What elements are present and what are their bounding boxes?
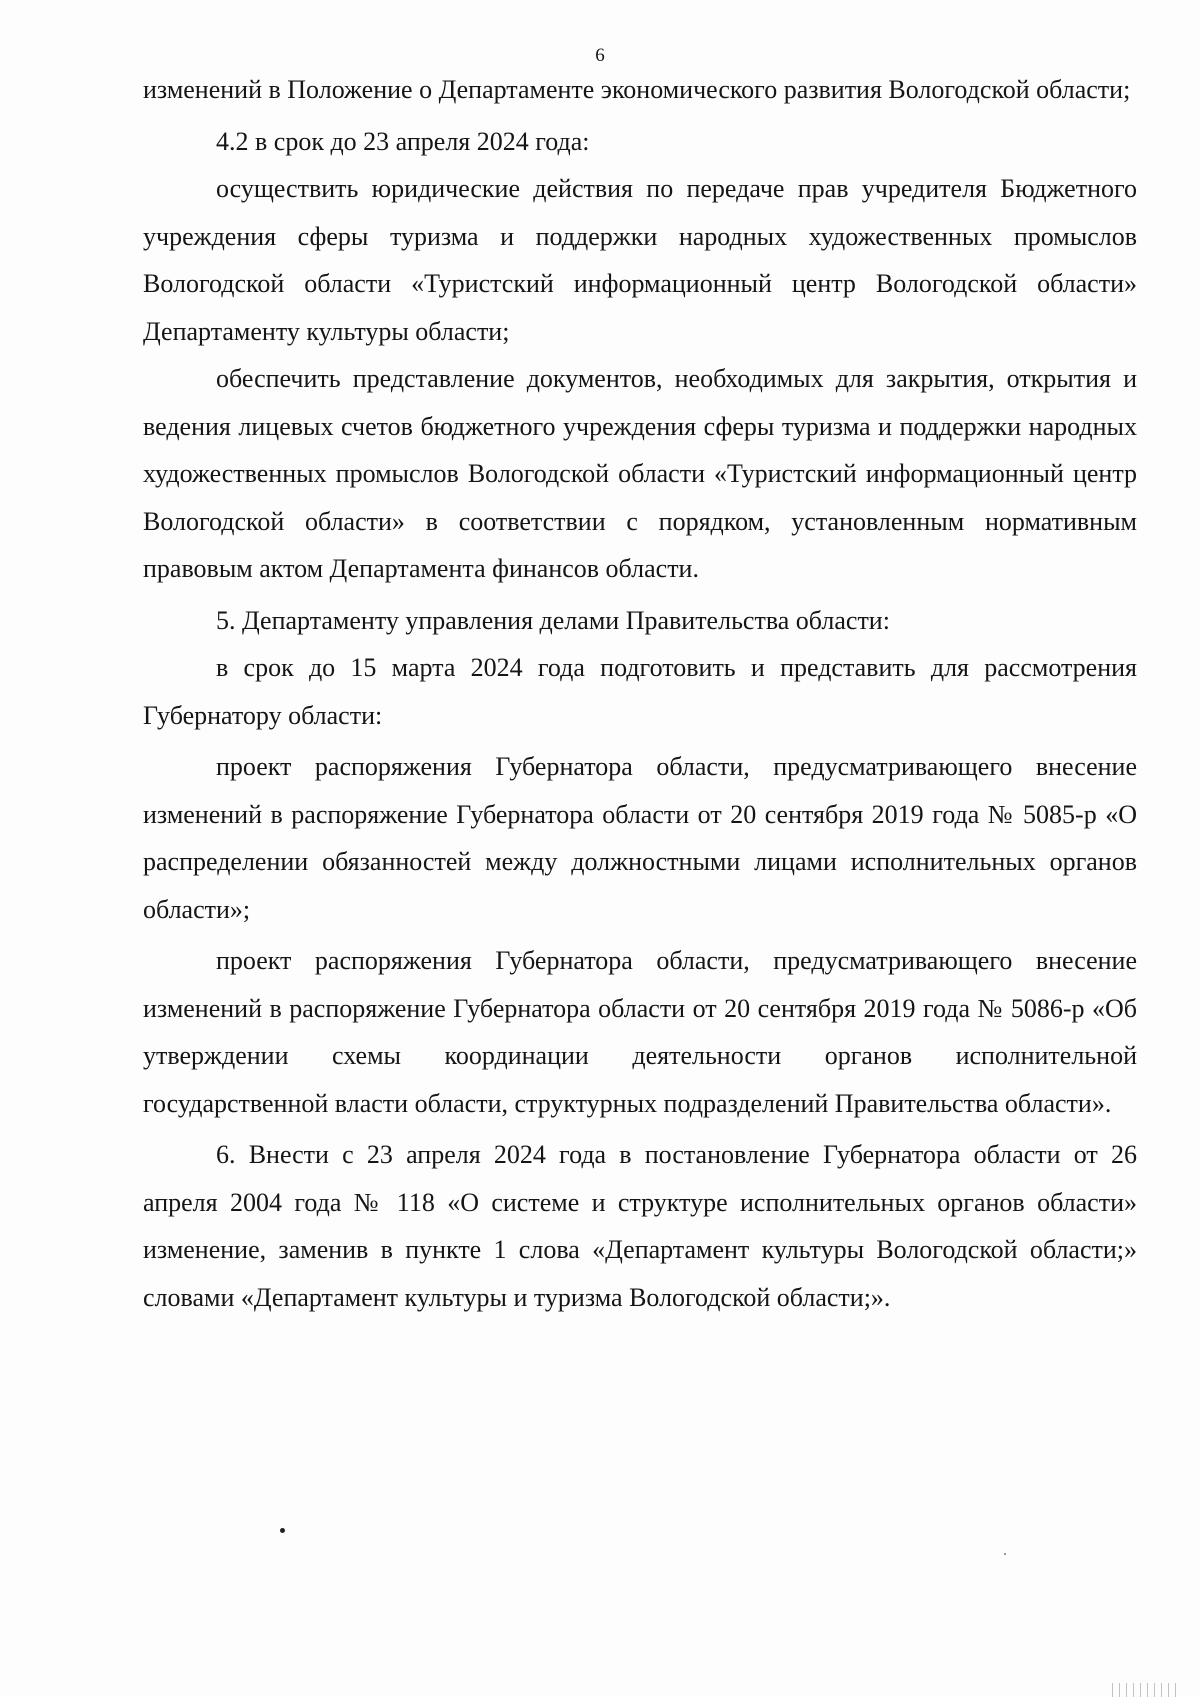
scan-speck (280, 1528, 285, 1533)
paragraph-deadline-march: в срок до 15 марта 2024 года подготовить и представить для рассмотрения Губернатору области: (143, 653, 1137, 730)
scan-edge-marks (1112, 1683, 1182, 1697)
paragraph-continuation: изменений в Положение о Департаменте экономического развития Вологодской области; (143, 75, 1131, 104)
scan-speck (1004, 1553, 1006, 1555)
paragraph-draft-5085: проект распоряжения Губернатора области, предусматривающего внесение изменений в распоряжение Губернатора области от 20 сентября 2019 года № 5085-р «О распределении обязанностей между должностными лицами исполнительных органов области»; (143, 752, 1137, 924)
document-body (143, 66, 1137, 1321)
paragraph-transfer-rights: осуществить юридические действия по передаче прав учредителя Бюджетного учреждения сферы туризма и поддержки народных художественных промыслов Вологодской области «Туристский информационный центр Вологодской области» Департаменту культуры области; (143, 174, 1137, 346)
paragraph-draft-5086: проект распоряжения Губернатора области, предусматривающего внесение изменений в распоряжение Губернатора области от 20 сентября 2019 года № 5086-р «Об утверждении схемы координации деятельности органов исполнительной государственной власти области, структурных подразделений Правительства области». (143, 946, 1137, 1118)
paragraph-item-6: 6. Внести с 23 апреля 2024 года в постановление Губернатора области от 26 апреля 2004 года № 118 «О системе и структуре исполнительных органов области» изменение, заменив в пункте 1 слова «Департамент культуры Вологодской области;» словами «Департамент культуры и туризма Вологодской области;». (143, 1140, 1137, 1312)
paragraph-item-5: 5. Департаменту управления делами Правительства области: (216, 605, 890, 635)
paragraph-item-4-2: 4.2 в срок до 23 апреля 2024 года: (216, 126, 590, 156)
page-number: 6 (595, 45, 605, 66)
paragraph-accounts: обеспечить представление документов, необходимых для закрытия, открытия и ведения лицевых счетов бюджетного учреждения сферы туризма и поддержки народных художественных промыслов Вологодской области «Туристский информационный центр Вологодской области» в соответствии с порядком, установленным нормативным правовым актом Департамента финансов области. (143, 364, 1137, 583)
